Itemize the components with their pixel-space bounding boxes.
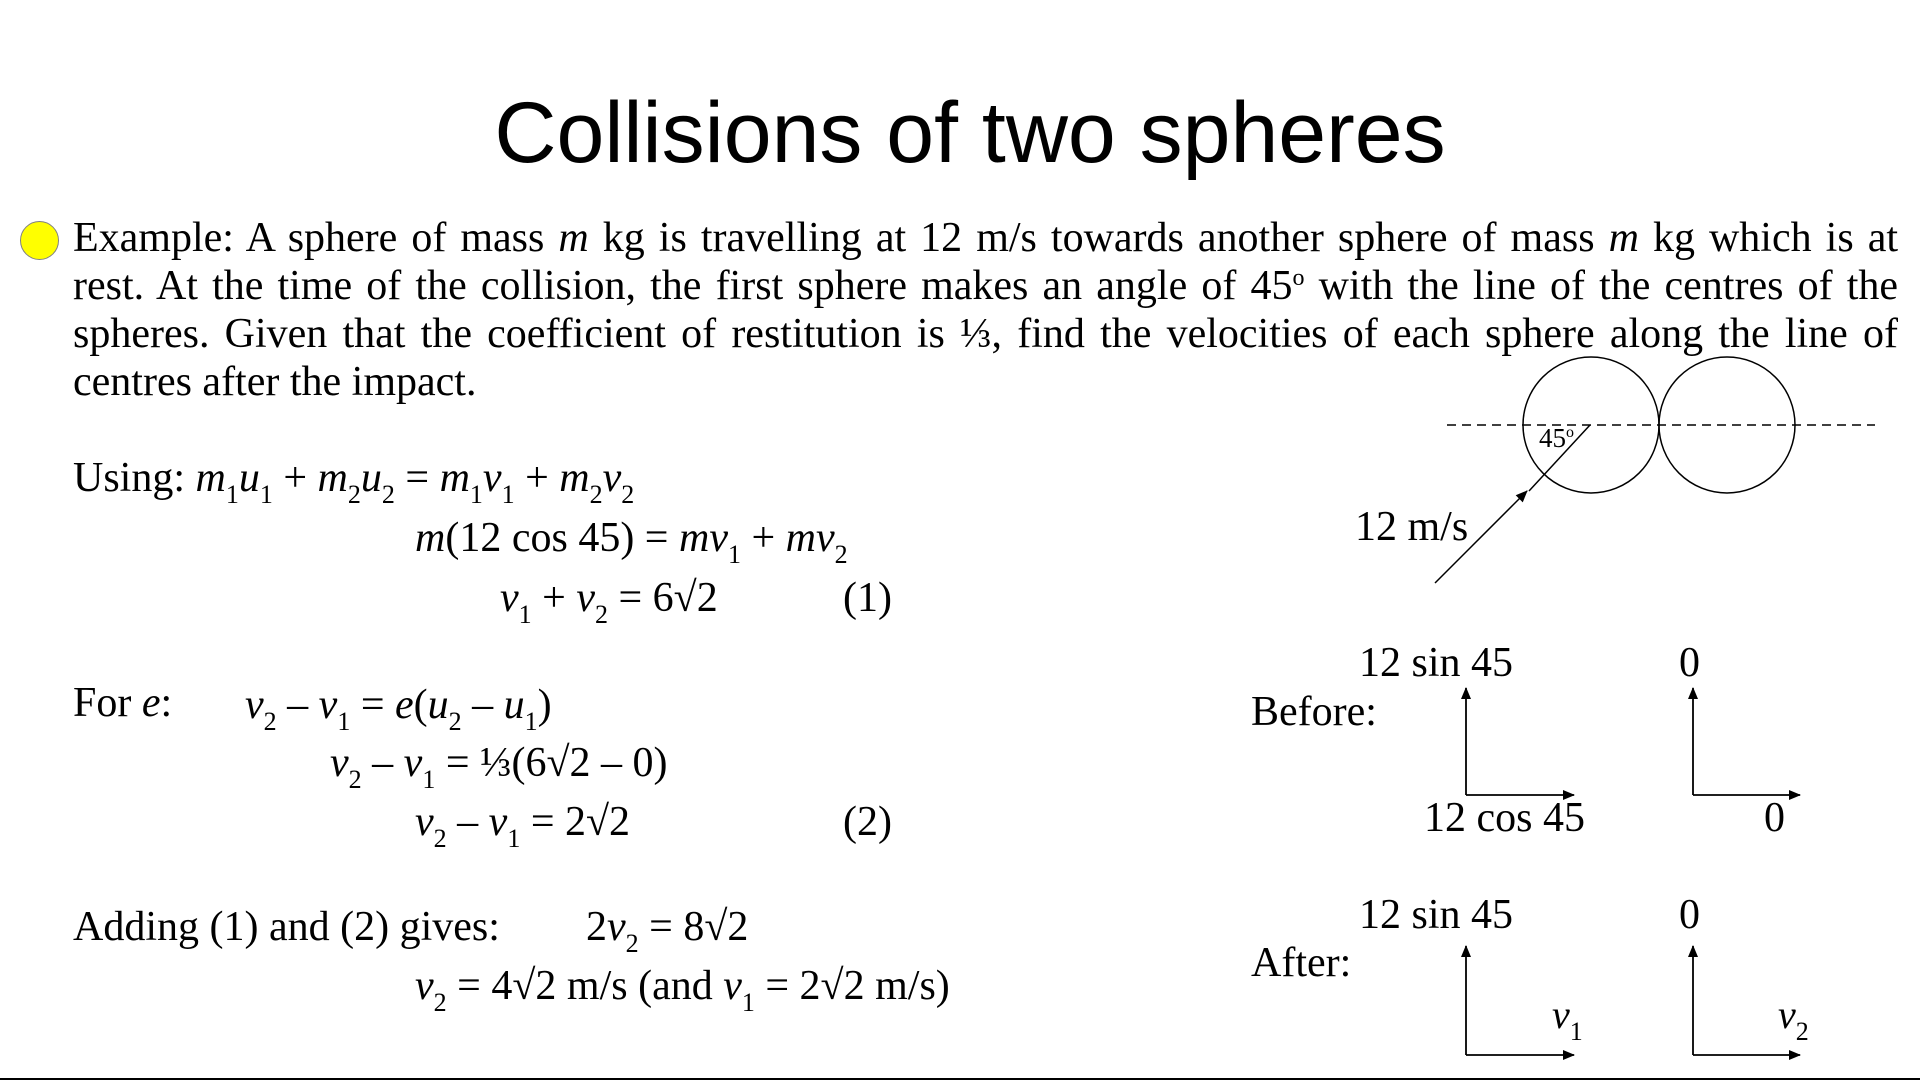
after-2-up-label: 0 bbox=[1679, 892, 1700, 938]
before-2-up-label: 0 bbox=[1679, 640, 1700, 686]
before-2-right-label: 0 bbox=[1764, 795, 1785, 841]
for-e-label: For e: bbox=[73, 680, 173, 726]
after-v2-label: $v_2$ bbox=[1778, 992, 1809, 1046]
equation-1-ref: (1) bbox=[843, 575, 892, 621]
slide-title: Collisions of two spheres bbox=[494, 85, 1446, 181]
angle-label: 45$^o$ bbox=[1539, 423, 1574, 453]
equation-2-ref: (2) bbox=[843, 799, 892, 845]
before-1-up-label: 12 sin 45 bbox=[1359, 640, 1514, 686]
after-1-up-label: 12 sin 45 bbox=[1359, 892, 1514, 938]
after-label: After: bbox=[1251, 940, 1352, 986]
before-1-right-label: 12 cos 45 bbox=[1424, 795, 1585, 841]
before-label: Before: bbox=[1251, 689, 1377, 735]
final-answer: $v_2 = 4√2$ m/s (and $v_1 = 2√2$ m/s) bbox=[415, 963, 950, 1017]
using-equation-momentum: Using: $m_1u_1 + m_2u_2 = m_1v_1 + m_2v_2$ bbox=[73, 455, 635, 509]
speed-label: 12 m/s bbox=[1355, 504, 1469, 550]
restitution-substituted: $v_2 - v_1$ = ⅓(6√2 – 0) bbox=[330, 740, 668, 794]
equation-1: $v_1 + v_2 = 6√2$ bbox=[500, 575, 718, 629]
after-v1-label: $v_1$ bbox=[1552, 992, 1583, 1046]
equation-2: $v_2 - v_1 = 2√2$ bbox=[415, 799, 631, 853]
adding-label: Adding (1) and (2) gives: bbox=[73, 904, 500, 950]
restitution-equation: $v_2 - v_1 = e(u_2 - u_1)$ bbox=[245, 682, 552, 736]
adding-equation: $2v_2 = 8√2$ bbox=[586, 904, 749, 958]
example-paragraph: Example: A sphere of mass m kg is travelling at 12 m/s towards another sphere of mass m kg which is at rest. At the time of the collision, the first sphere makes an angle of 45$^o$ with the line of the centres of the spheres. Given that the coefficient of restitution is ⅓, find the velocities of each sphere along the line of centres after the impact. bbox=[73, 215, 1899, 405]
using-equation-substituted: m(12 $\cos 45) = mv_1 + mv_2$ bbox=[415, 515, 848, 569]
